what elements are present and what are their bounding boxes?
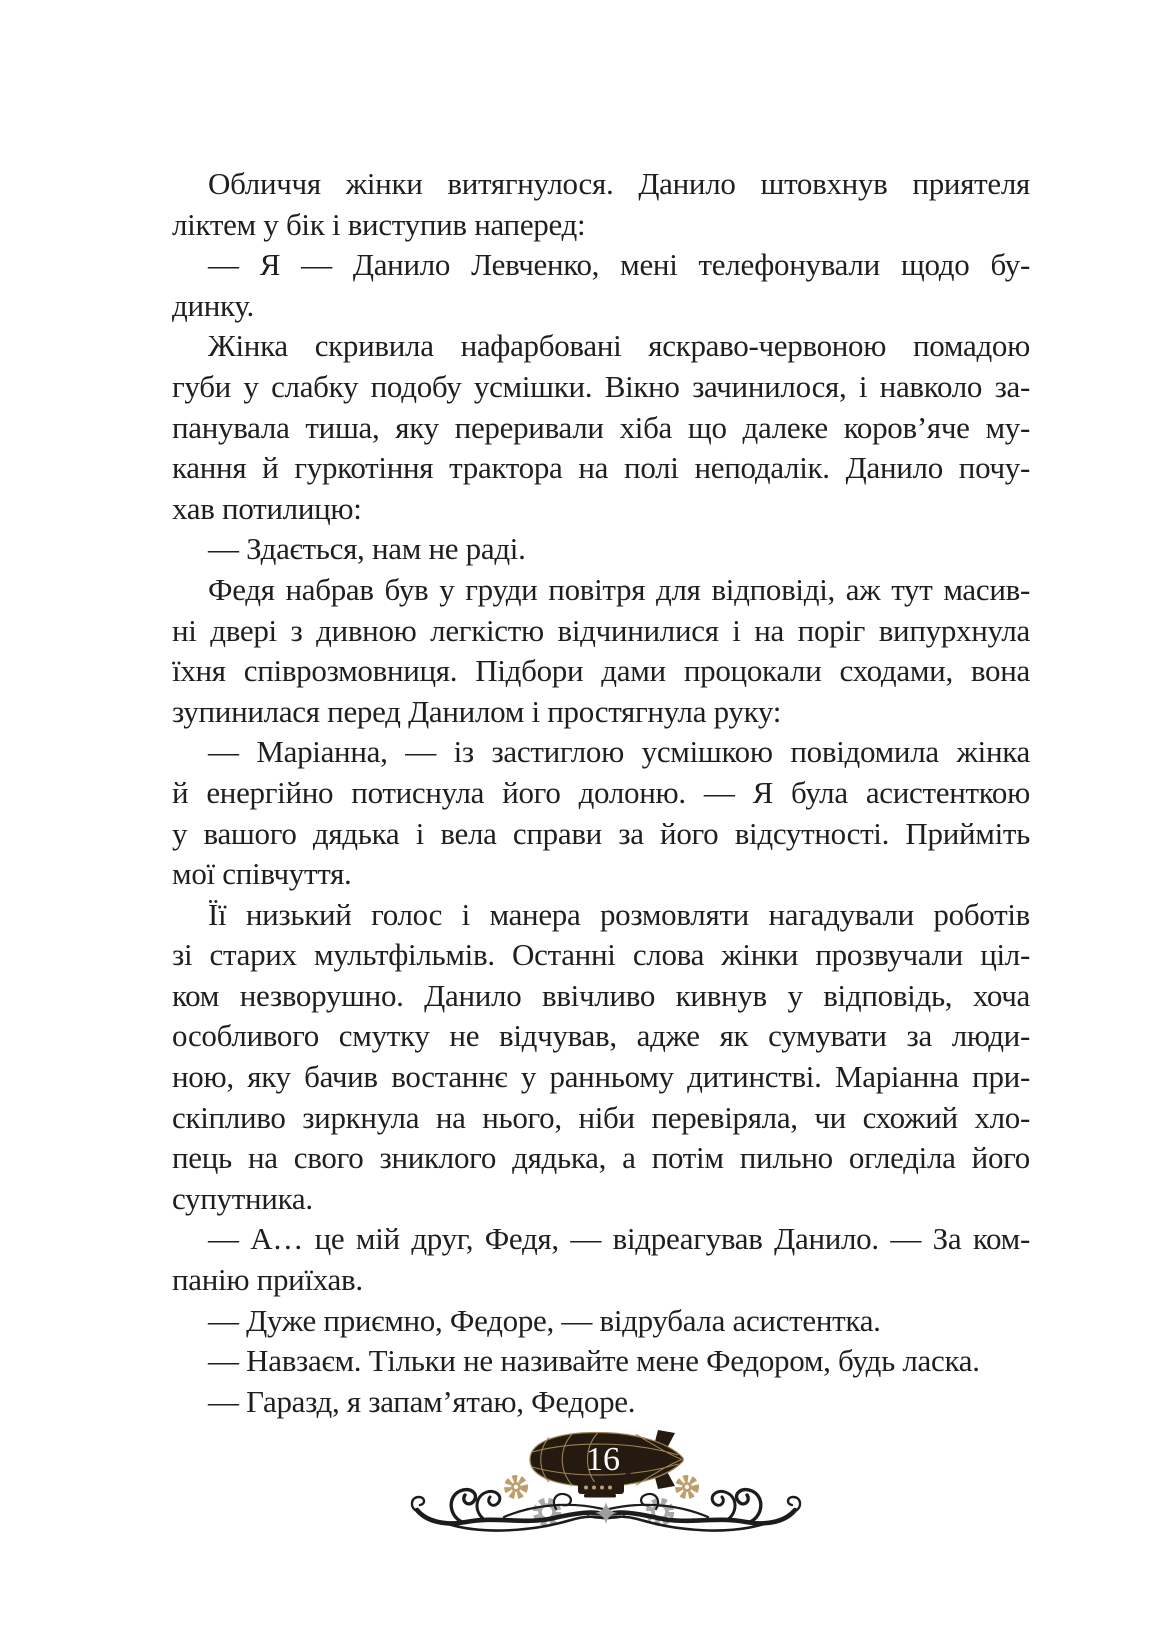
text-line: — Дуже приємно, Федоре, — відрубала асистентка.: [208, 1302, 881, 1338]
text-block: [172, 164, 1030, 1422]
diamond-icon: [595, 1502, 617, 1524]
text-line: Федя набрав був у груди повітря для відповіді, аж тут масив-: [208, 571, 1030, 607]
text-line: ком незворушно. Данило ввічливо кивнув у відповідь, хоча: [172, 977, 1030, 1013]
text-line: — Я — Данило Левченко, мені телефонували щодо бу-: [208, 247, 1030, 283]
text-line: їхня співрозмовниця. Підбори дами процокали сходами, вона: [172, 653, 1030, 689]
text-line: особливого смутку не відчував, адже як сумувати за люди-: [172, 1018, 1030, 1054]
text-line: зупинилася перед Данилом і простягнула руку:: [172, 693, 782, 729]
text-line: губи у слабку подобу усмішки. Вікно зачинилося, і навколо за-: [172, 368, 1030, 404]
text-line: динку.: [172, 287, 254, 323]
text-line: ні двері з дивною легкістю відчинилися і на поріг випурхнула: [172, 612, 1030, 648]
text-line: ною, яку бачив востаннє у ранньому дитинстві. Маріанна при-: [172, 1059, 1030, 1095]
text-line: у вашого дядька і вела справи за його відсутності. Прийміть: [172, 815, 1030, 851]
text-line: панувала тиша, яку переривали хіба що далеке коров’яче му-: [172, 409, 1030, 445]
text-line: — А… це мій друг, Федя, — відреагував Данило. — За ком-: [208, 1221, 1030, 1257]
airship-icon: [530, 1430, 683, 1498]
gear-icon: [508, 1479, 525, 1496]
text-line: кання й гуркотіння трактора на полі неподалік. Данило почу-: [172, 450, 1030, 486]
text-line: Обличчя жінки витягнулося. Данило штовхнув приятеля: [208, 166, 1030, 201]
text-line: мої співчуття.: [172, 856, 352, 892]
text-line: — Здається, нам не раді.: [208, 531, 526, 567]
gear-icon: [679, 1479, 696, 1496]
text-line: панію приїхав.: [172, 1262, 363, 1298]
text-line: — Навзаєм. Тільки не називайте мене Федором, будь ласка.: [208, 1343, 980, 1379]
footer-ornament: [406, 1424, 806, 1538]
text-line: — Маріанна, — із застиглою усмішкою повідомила жінка: [208, 734, 1030, 770]
text-line: супутника.: [172, 1180, 313, 1216]
text-line: зі старих мультфільмів. Останні слова жінки прозвучали ціл-: [172, 937, 1030, 973]
page-footer: [406, 1424, 806, 1538]
text-line: Її низький голос і манера розмовляти нагадували роботів: [208, 896, 1030, 932]
text-line: скіпливо зиркнула на нього, ніби перевіряла, чи схожий хло-: [172, 1099, 1030, 1135]
text-line: Жінка скривила нафарбовані яскраво-червоною помадою: [208, 328, 1030, 364]
text-line: — Гаразд, я запам’ятаю, Федоре.: [208, 1383, 636, 1419]
text-line: хав потилицю:: [172, 490, 362, 526]
text-line: пець на свого зниклого дядька, а потім пильно огледіла його: [172, 1140, 1030, 1176]
text-line: ліктем у бік і виступив наперед:: [172, 206, 586, 242]
text-line: й енергійно потиснула його долоню. — Я була асистенткою: [172, 774, 1030, 810]
page-number: 16: [586, 1441, 620, 1478]
